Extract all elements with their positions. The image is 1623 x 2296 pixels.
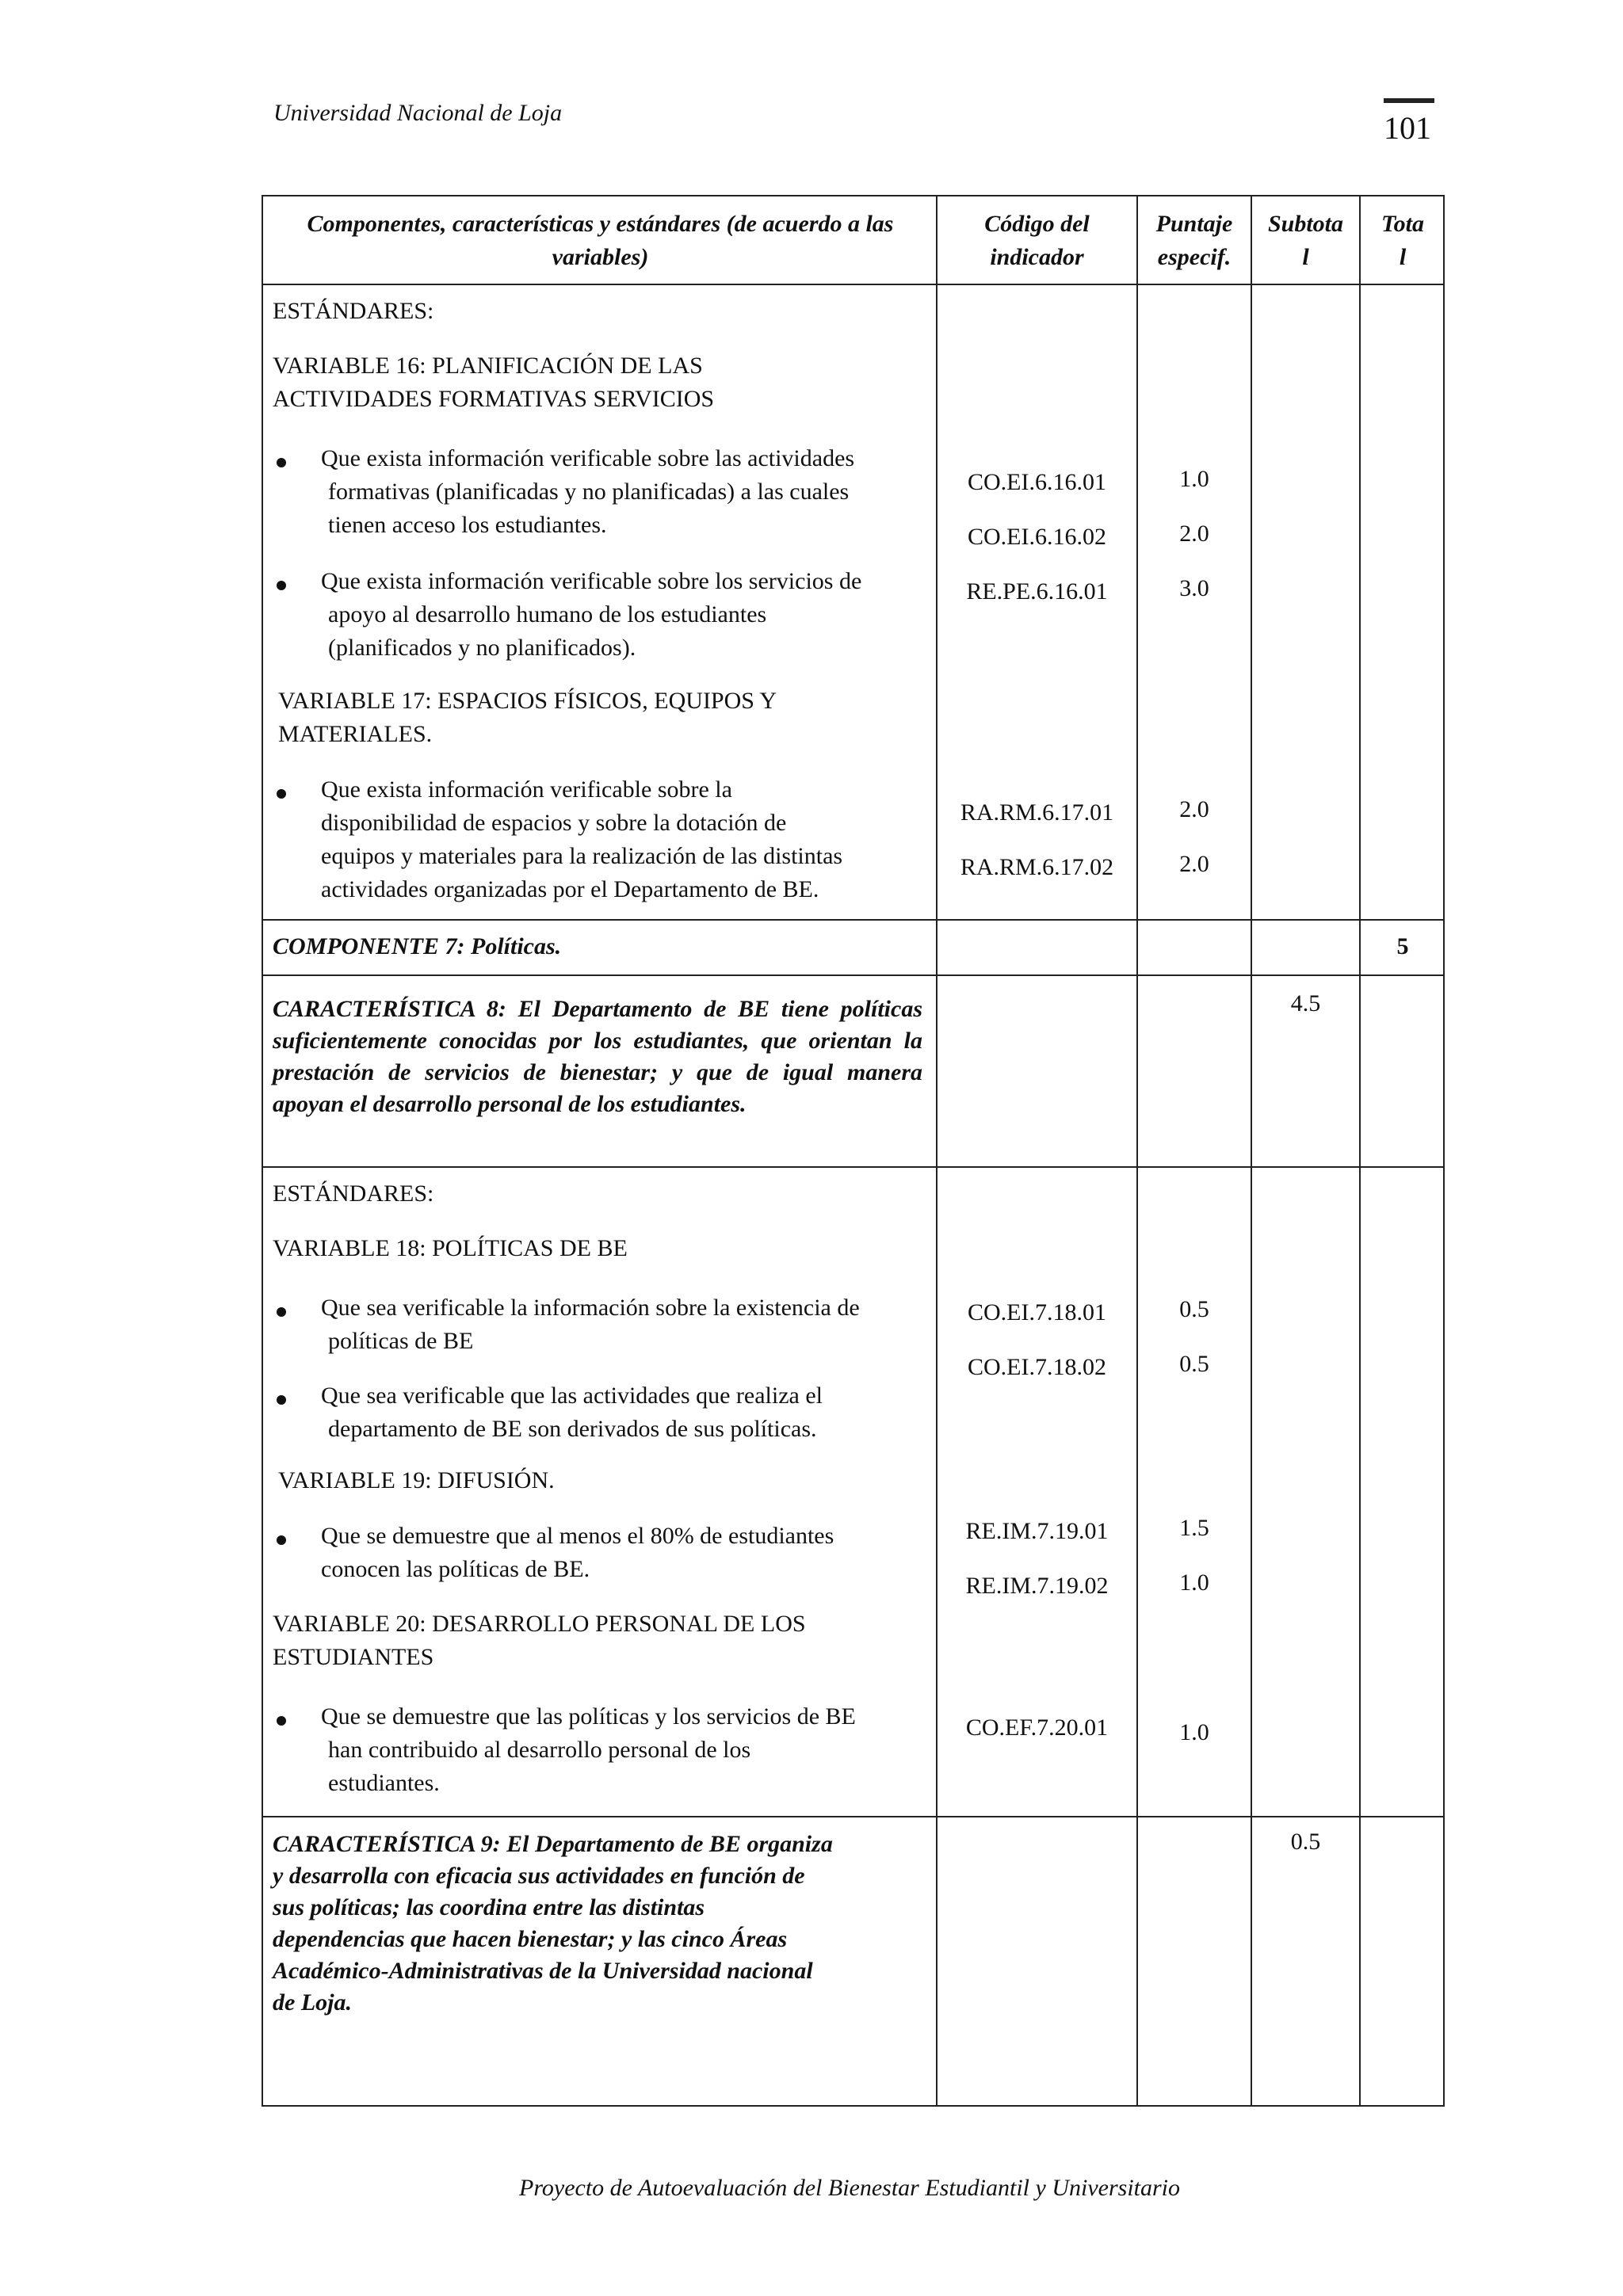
indicator-code: RA.RM.6.17.02 — [960, 854, 1114, 880]
col-divider — [1251, 196, 1252, 2105]
bullet — [277, 789, 286, 799]
standard-item: Que sea verificable que las actividades que realiza el — [321, 1383, 823, 1409]
standard-item: Que se demuestre que las políticas y los servicios de BE — [321, 1703, 856, 1730]
indicator-code: CO.EI.7.18.02 — [968, 1354, 1106, 1380]
standard-item: políticas de BE — [328, 1328, 474, 1354]
component-7-label: COMPONENTE 7: Políticas. — [273, 933, 562, 959]
specific-score: 0.5 — [1179, 1351, 1209, 1377]
bullet — [277, 1716, 286, 1726]
bullet — [277, 1535, 286, 1545]
indicator-code: CO.EI.7.18.01 — [968, 1299, 1106, 1325]
variable-16-title: VARIABLE 16: PLANIFICACIÓN DE LAS ACTIVIDADES FORMATIVAS SERVICIOS — [273, 353, 715, 412]
row-divider — [263, 1816, 1443, 1817]
bullet — [277, 1395, 286, 1405]
header-institution: Universidad Nacional de Loja — [273, 100, 563, 126]
variable-19-title: VARIABLE 19: DIFUSIÓN. — [278, 1467, 555, 1493]
standards-label: ESTÁNDARES: — [273, 298, 434, 324]
evaluation-table — [262, 195, 1445, 2107]
bullet — [277, 458, 286, 467]
standard-item: actividades organizadas por el Departamento de BE. — [321, 876, 819, 902]
specific-score: 1.0 — [1179, 466, 1209, 492]
specific-score: 1.0 — [1179, 1719, 1209, 1745]
row-divider — [263, 284, 1443, 285]
row-divider — [263, 919, 1443, 921]
standard-item: departamento de BE son derivados de sus políticas. — [328, 1416, 817, 1442]
row-divider — [263, 1166, 1443, 1168]
standard-item: Que exista información verificable sobre la — [321, 776, 732, 803]
variable-20-title: VARIABLE 20: DESARROLLO PERSONAL DE LOS ESTUDIANTES — [273, 1611, 806, 1670]
indicator-code: CO.EI.6.16.01 — [968, 469, 1106, 495]
standard-item: Que se demuestre que al menos el 80% de estudiantes — [321, 1523, 834, 1549]
standard-item: estudiantes. — [328, 1770, 440, 1796]
standard-item: (planificados y no planificados). — [328, 635, 636, 661]
page-number: 101 — [1384, 110, 1431, 146]
indicator-code: CO.EF.7.20.01 — [965, 1714, 1109, 1741]
col-divider — [1359, 196, 1361, 2105]
standard-item: equipos y materiales para la realización de las distintas — [321, 843, 843, 869]
indicator-code: RA.RM.6.17.01 — [960, 799, 1114, 826]
indicator-code: RE.PE.6.16.01 — [966, 578, 1108, 605]
header-score: Puntaje especif. — [1155, 211, 1233, 270]
variable-18-title: VARIABLE 18: POLÍTICAS DE BE — [273, 1235, 628, 1261]
header-subtotal: Subtota l — [1267, 211, 1344, 270]
standard-item: Que exista información verificable sobre las actividades — [321, 445, 855, 471]
characteristic-8-text: CARACTERÍSTICA 8: El Departamento de BE tiene políticas suficientemente conocidas por los estudiantes, que orientan la prestación de servicios de bienestar; y que de igual manera apoyan el desarrollo personal de los estudiantes. — [273, 996, 922, 1117]
specific-score: 3.0 — [1179, 575, 1209, 601]
characteristic-9-subtotal: 0.5 — [1290, 1829, 1321, 1855]
specific-score: 1.5 — [1179, 1515, 1209, 1541]
header-code: Código del indicador — [984, 211, 1090, 270]
specific-score: 2.0 — [1179, 796, 1209, 822]
footer-title: Proyecto de Autoevaluación del Bienestar Estudiantil y Universitario — [519, 2175, 1180, 2201]
header-total: Tota l — [1381, 211, 1424, 270]
row-divider — [263, 974, 1443, 976]
indicator-code: CO.EI.6.16.02 — [968, 524, 1106, 550]
indicator-code: RE.IM.7.19.01 — [965, 1518, 1109, 1544]
standards-label: ESTÁNDARES: — [273, 1180, 434, 1207]
page-number-rule — [1384, 98, 1434, 103]
specific-score: 1.0 — [1179, 1569, 1209, 1596]
header-components: Componentes, características y estándares (de acuerdo a las variables) — [307, 211, 894, 270]
standard-item: apoyo al desarrollo humano de los estudiantes — [328, 601, 767, 627]
specific-score: 2.0 — [1179, 851, 1209, 877]
standard-item: Que exista información verificable sobre los servicios de — [321, 568, 862, 594]
standard-item: han contribuido al desarrollo personal de los — [328, 1737, 751, 1763]
variable-17-title: VARIABLE 17: ESPACIOS FÍSICOS, EQUIPOS Y MATERIALES. — [278, 688, 777, 747]
bullet — [277, 581, 286, 590]
specific-score: 2.0 — [1179, 521, 1209, 547]
standard-item: conocen las políticas de BE. — [321, 1556, 590, 1582]
characteristic-8-subtotal: 4.5 — [1290, 990, 1321, 1016]
indicator-code: RE.IM.7.19.02 — [965, 1573, 1109, 1599]
standard-item: disponibilidad de espacios y sobre la dotación de — [321, 810, 787, 836]
specific-score: 0.5 — [1179, 1296, 1209, 1322]
standard-item: formativas (planificadas y no planificadas) a las cuales — [328, 479, 850, 505]
component-7-total: 5 — [1396, 933, 1409, 959]
standard-item: Que sea verificable la información sobre la existencia de — [321, 1295, 860, 1321]
characteristic-9-text: CARACTERÍSTICA 9: El Departamento de BE organiza y desarrolla con eficacia sus actividades en función de sus políticas; las coordina entre las distintas dependencias que hacen bienestar; y las cinco Áreas Académico-Administrativas de la Universidad nacional de Loja. — [273, 1831, 833, 2016]
standard-item: tienen acceso los estudiantes. — [328, 512, 607, 538]
bullet — [277, 1307, 286, 1317]
